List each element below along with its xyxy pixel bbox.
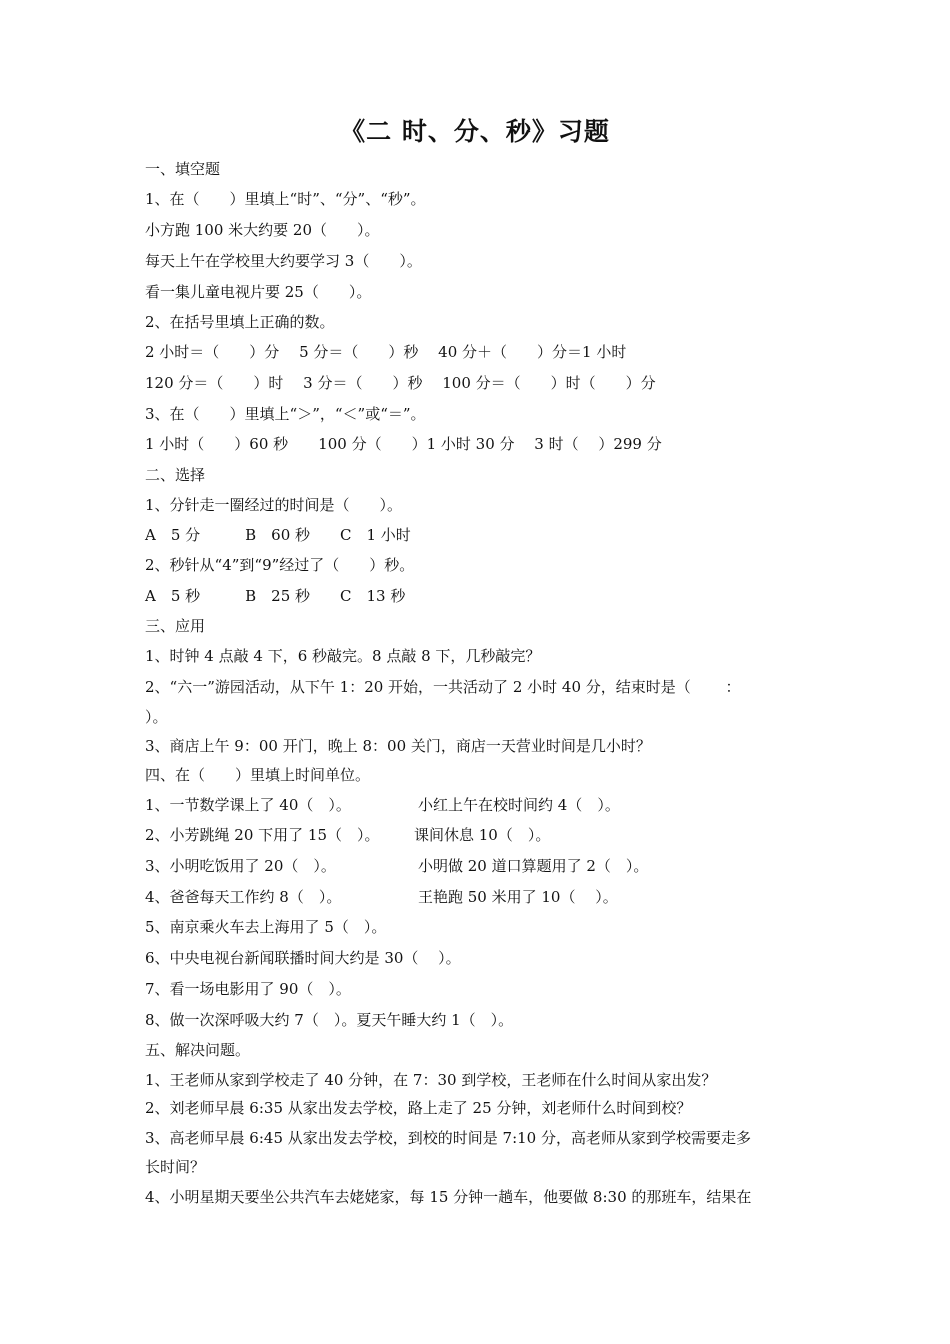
- application-q2-line2: ）。: [145, 708, 168, 726]
- unit-q5: 5、南京乘火车去上海用了 5（ ）。: [145, 918, 387, 936]
- fill-q1-b: 每天上午在学校里大约要学习 3（ ）。: [145, 252, 422, 270]
- problem-q4: 4、小明星期天要坐公共汽车去姥姥家，每 15 分钟一趟车，他要做 8:30 的那班车，结果在: [145, 1188, 752, 1206]
- fill-q2-row2: 120 分＝（ ）时 3 分＝（ ）秒 100 分＝（ ）时（ ）分: [145, 374, 656, 392]
- section-problem-solving-heading: 五、解决问题。: [145, 1041, 251, 1059]
- fill-q2: 2、在括号里填上正确的数。: [145, 313, 335, 331]
- unit-q6: 6、中央电视台新闻联播时间大约是 30（ ）。: [145, 949, 461, 967]
- problem-q3-line2: 长时间？: [145, 1158, 206, 1176]
- unit-q4-right: 王艳跑 50 米用了 10（ ）。: [418, 888, 618, 906]
- unit-q1-left: 1、一节数学课上了 40（ ）。: [145, 796, 351, 814]
- fill-q1-c: 看一集儿童电视片要 25（ ）。: [145, 283, 372, 301]
- unit-q3-right: 小明做 20 道口算题用了 2（ ）。: [418, 857, 649, 875]
- application-q2-line1: 2、“六一”游园活动，从下午 1：20 开始，一共活动了 2 小时 40 分，结束时是（ ：: [145, 678, 741, 696]
- unit-q2-left: 2、小芳跳绳 20 下用了 15（ ）。: [145, 826, 380, 844]
- choice-q2: 2、秒针从“4”到“9”经过了（ ）秒。: [145, 556, 415, 574]
- worksheet-title: 《二 时、分、秒》习题: [340, 117, 610, 146]
- section-application-heading: 三、应用: [145, 617, 206, 635]
- unit-q1-right: 小红上午在校时间约 4（ ）。: [418, 796, 620, 814]
- problem-q3-line1: 3、高老师早晨 6:45 从家出发去学校，到校的时间是 7:10 分，高老师从家到学校需要走多: [145, 1129, 751, 1147]
- fill-q3-row: 1 小时（ ）60 秒 100 分（ ）1 小时 30 分 3 时（ ）299 分: [145, 435, 662, 453]
- choice-q1-options: A 5 分 B 60 秒 C 1 小时: [145, 526, 411, 544]
- fill-q3: 3、在（ ）里填上“＞”，“＜”或“＝”。: [145, 405, 426, 423]
- problem-q2: 2、刘老师早晨 6:35 从家出发去学校，路上走了 25 分钟，刘老师什么时间到校？: [145, 1099, 692, 1117]
- fill-q1-a: 小方跑 100 米大约要 20（ ）。: [145, 221, 380, 239]
- problem-q1: 1、王老师从家到学校走了 40 分钟，在 7：30 到学校，王老师在什么时间从家出发？: [145, 1071, 717, 1089]
- unit-q7: 7、看一场电影用了 90（ ）。: [145, 980, 351, 998]
- section-fill-blank-heading: 一、填空题: [145, 160, 221, 178]
- choice-q2-options: A 5 秒 B 25 秒 C 13 秒: [145, 587, 406, 605]
- fill-q2-row1: 2 小时＝（ ）分 5 分＝（ ）秒 40 分＋（ ）分＝1 小时: [145, 343, 627, 361]
- section-choice-heading: 二、选择: [145, 466, 206, 484]
- fill-q1: 1、在（ ）里填上“时”、“分”、“秒”。: [145, 190, 426, 208]
- choice-q1: 1、分针走一圈经过的时间是（ ）。: [145, 496, 403, 514]
- section-time-unit-heading: 四、在（ ）里填上时间单位。: [145, 766, 371, 784]
- unit-q8: 8、做一次深呼吸大约 7（ ）。夏天午睡大约 1（ ）。: [145, 1011, 514, 1029]
- unit-q2-right: 课间休息 10（ ）。: [414, 826, 551, 844]
- unit-q3-left: 3、小明吃饭用了 20（ ）。: [145, 857, 336, 875]
- application-q3: 3、商店上午 9：00 开门，晚上 8：00 关门，商店一天营业时间是几小时？: [145, 737, 651, 755]
- application-q1: 1、时钟 4 点敲 4 下，6 秒敲完。8 点敲 8 下，几秒敲完？: [145, 647, 541, 665]
- unit-q4-left: 4、爸爸每天工作约 8（ ）。: [145, 888, 342, 906]
